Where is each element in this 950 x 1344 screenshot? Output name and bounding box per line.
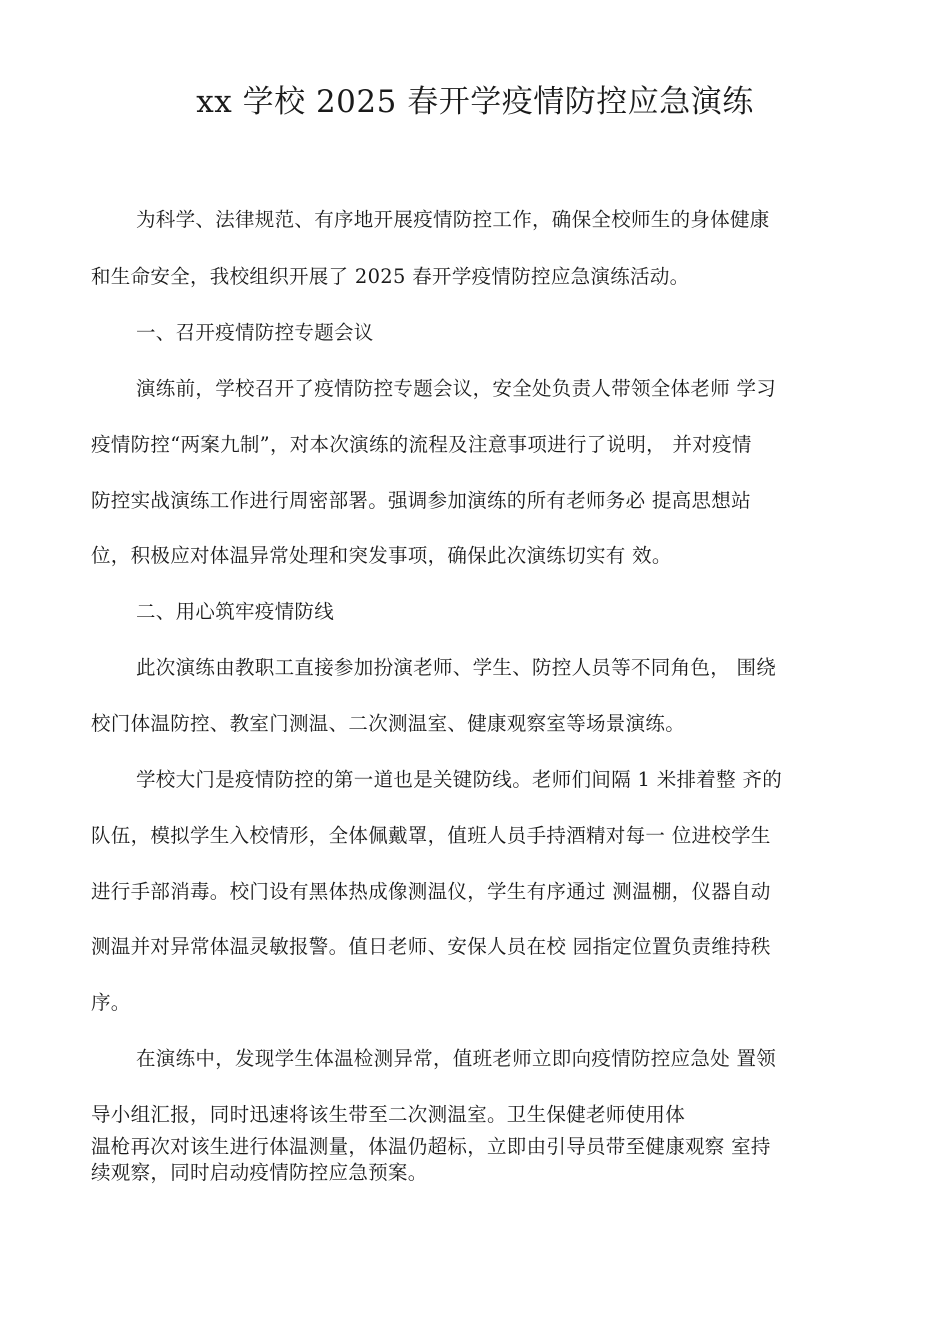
section-heading-2: 二、用心筑牢疫情防线 [136,600,335,623]
paragraph-line: 和生命安全，我校组织开展了 2025 春开学疫情防控应急演练活动。 [91,265,690,288]
paragraph-line: 测温并对异常体温灵敏报警。值日老师、安保人员在校 园指定位置负责维持秩 [91,935,771,958]
paragraph-line: 续观察，同时启动疫情防控应急预案。 [91,1161,428,1184]
paragraph-line: 演练前，学校召开了疫情防控专题会议，安全处负责人带领全体老师 学习 [136,377,777,400]
paragraph-line: 此次演练由教职工直接参加扮演老师、学生、防控人员等不同角色， 围绕 [136,656,777,679]
paragraph-line: 位，积极应对体温异常处理和突发事项，确保此次演练切实有 效。 [91,544,672,567]
paragraph-line: 导小组汇报，同时迅速将该生带至二次测温室。卫生保健老师使用体 [91,1103,686,1126]
paragraph-line: 疫情防控“两案九制”，对本次演练的流程及注意事项进行了说明， 并对疫情 [91,433,752,456]
paragraph-line: 在演练中，发现学生体温检测异常，值班老师立即向疫情防控应急处 置领 [136,1047,777,1070]
document-title: xx 学校 2025 春开学疫情防控应急演练 [196,84,754,120]
paragraph-line: 序。 [91,991,131,1014]
section-heading-1: 一、召开疫情防控专题会议 [136,321,374,344]
paragraph-line: 进行手部消毒。校门设有黑体热成像测温仪，学生有序通过 测温棚，仪器自动 [91,880,771,903]
paragraph-line: 校门体温防控、教室门测温、二次测温室、健康观察室等场景演练。 [91,712,686,735]
paragraph-line: 为科学、法律规范、有序地开展疫情防控工作，确保全校师生的身体健康 [136,208,770,231]
paragraph-line: 温枪再次对该生进行体温测量，体温仍超标，立即由引导员带至健康观察 室持 [91,1135,771,1158]
paragraph-line: 防控实战演练工作进行周密部署。强调参加演练的所有老师务必 提高思想站 [91,489,751,512]
paragraph-line: 学校大门是疫情防控的第一道也是关键防线。老师们间隔 1 米排着整 齐的 [136,768,783,791]
paragraph-line: 队伍，模拟学生入校情形，全体佩戴罩，值班人员手持酒精对每一 位进校学生 [91,824,771,847]
